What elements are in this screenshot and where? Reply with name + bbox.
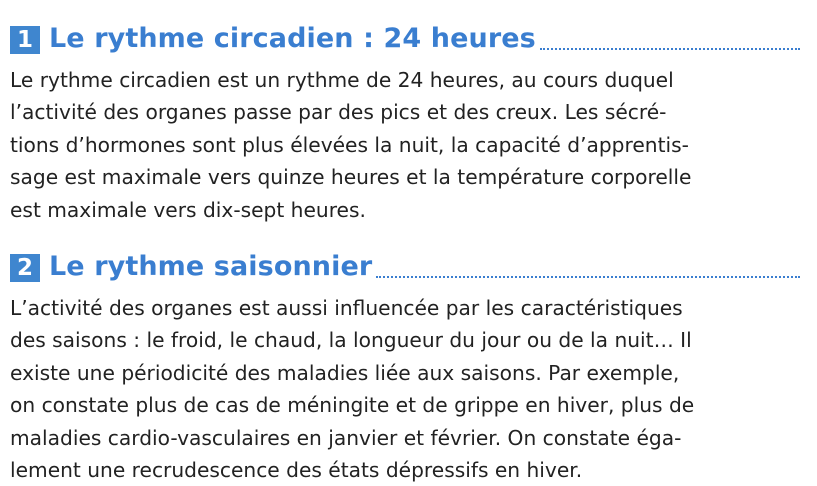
paragraph-line: L’activité des organes est aussi influencée par les caractéristiques — [10, 296, 683, 320]
section-title: Le rythme circadien : 24 heures — [49, 23, 536, 54]
section-number-badge: 2 — [10, 254, 40, 282]
paragraph-line: lement une recrudescence des états dépressifs en hiver. — [10, 458, 583, 483]
paragraph-line: Le rythme circadien est un rythme de 24 heures, au cours duquel — [10, 68, 674, 92]
section-heading-circadian — [10, 20, 800, 54]
paragraph-line: des saisons : le froid, le chaud, la longueur du jour ou de la nuit… Il — [10, 328, 692, 353]
section-heading-seasonal — [10, 248, 800, 282]
paragraph-line: maladies cardio-vasculaires en janvier et février. On constate éga- — [10, 425, 682, 450]
section-title: Le rythme saisonnier — [49, 251, 373, 282]
dotted-leader — [540, 48, 800, 50]
section-seasonal — [10, 248, 800, 486]
paragraph-line: on constate plus de cas de méningite et de grippe en hiver, plus de — [10, 393, 695, 418]
section-paragraph — [10, 292, 800, 486]
dotted-leader — [376, 276, 800, 278]
paragraph-line: sage est maximale vers quinze heures et la température corporelle — [10, 165, 692, 190]
section-number-badge: 1 — [10, 26, 40, 54]
paragraph-line: tions d’hormones sont plus élevées la nuit, la capacité d’apprentis- — [10, 132, 689, 157]
section-circadian — [10, 20, 800, 226]
paragraph-line: l’activité des organes passe par des pics et des creux. Les sécré- — [10, 100, 667, 125]
paragraph-line: est maximale vers dix-sept heures. — [10, 197, 366, 222]
paragraph-line: existe une périodicité des maladies liée aux saisons. Par exemple, — [10, 360, 680, 385]
section-paragraph — [10, 64, 800, 226]
